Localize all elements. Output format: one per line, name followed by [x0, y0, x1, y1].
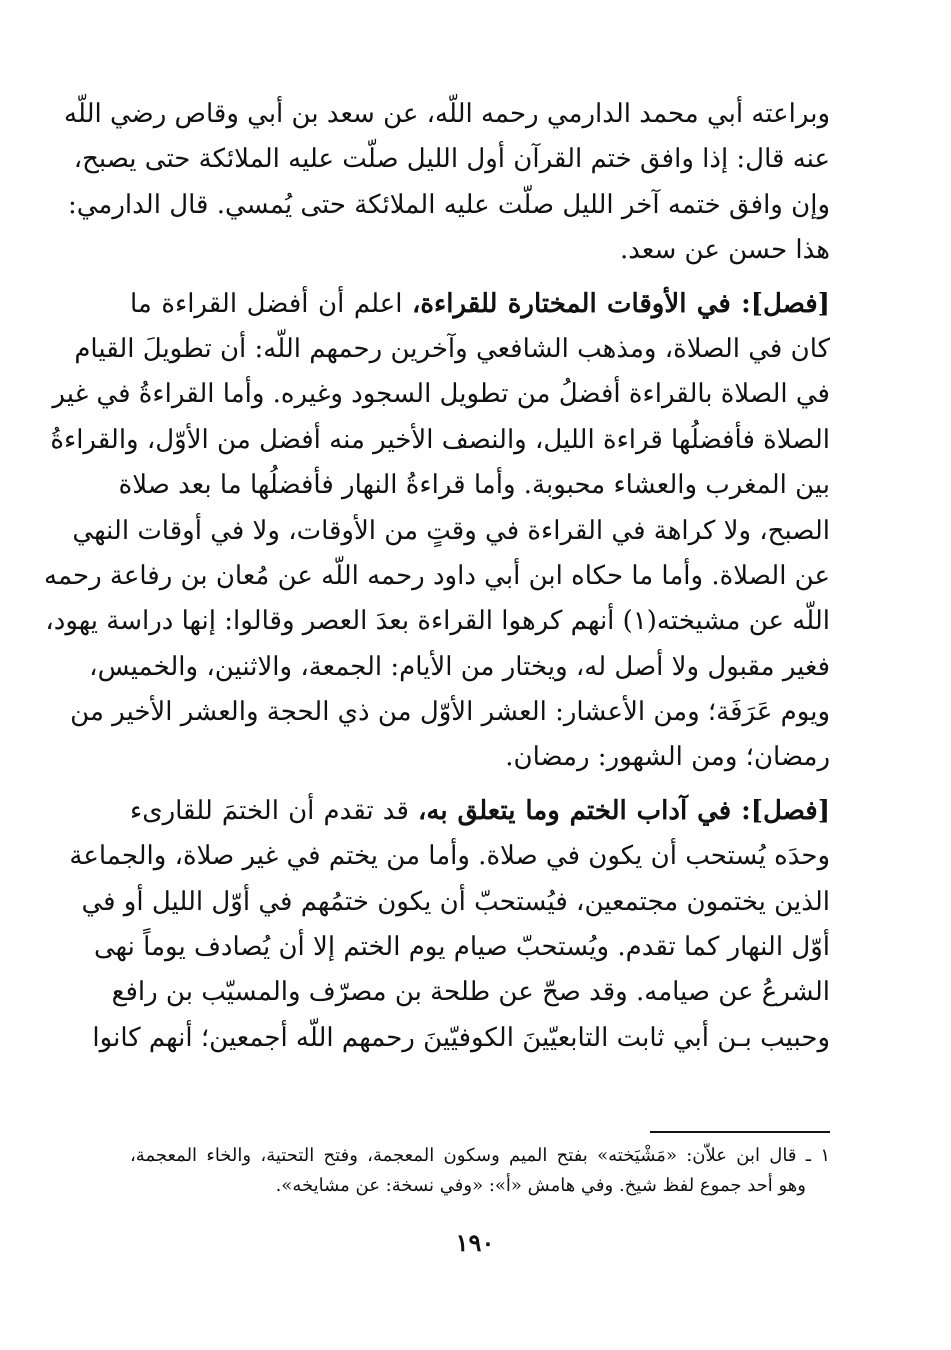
footnote-line: ١ ـ قال ابن علاّن: «مَشْيَخته» بفتح الميم وسكون المعجمة، وفتح التحتية، والخاء المعجمة، [130, 1145, 830, 1166]
text-line: وبراعته أبي محمد الدارمي رحمه اللّه، عن سعد بن أبي وقاص رضي اللّه [64, 99, 830, 129]
text-line-with-heading [130, 282, 830, 327]
section-heading: [فصل]: في الأوقات المختارة للقراءة، [411, 288, 830, 319]
paragraph-gap [130, 274, 830, 282]
text-line: الصلاة فأفضلُها قراءة الليل، والنصف الأخير منه أفضل من الأوّل، والقراءةُ [50, 424, 830, 455]
footnotes [130, 1141, 830, 1201]
paragraph-3 [69, 789, 831, 1061]
text-line: اللّه عن مشيخته(١) أنهم كرهوا القراءة بعدَ العصر وقالوا: إنها دراسة يهود، [45, 606, 830, 637]
section-heading: [فصل]: في آداب الختم وما يتعلق به، [418, 795, 831, 826]
text-line-with-heading [130, 789, 830, 834]
text-line: عن الصلاة. وأما ما حكاه ابن أبي داود رحمه اللّه عن مُعان بن رفاعة رحمه [44, 560, 830, 591]
text-line: الذين يختمون مجتمعين، فيُستحبّ أن يكون ختمُهم في أوّل الليل أو في [81, 886, 830, 917]
text-line: فغير مقبول ولا أصل له، ويختار من الأيام: الجمعة، والاثنين، والخميس، [89, 651, 830, 682]
heading-line-rest: قد تقدم أن الختمَ للقارىء [130, 795, 419, 826]
paragraph-gap [130, 781, 830, 789]
paragraph-1 [64, 92, 830, 274]
text-line: وحبيب بـن أبي ثابت التابعيّينَ الكوفيّينَ رحمهم اللّه أجمعين؛ أنهم كانوا [92, 1022, 830, 1053]
text-line: وحدَه يُستحب أن يكون في صلاة. وأما من يختم في غير صلاة، والجماعة [69, 841, 830, 872]
page-number: ١٩٠ [455, 1228, 495, 1257]
text-line: ويوم عَرَفَة؛ ومن الأعشار: العشر الأوّل من ذي الحجة والعشر الأخير من [70, 697, 830, 728]
text-line: بين المغرب والعشاء محبوبة. وأما قراءةُ النهار فأفضلُها ما بعد صلاة [118, 470, 830, 501]
text-line: الصبح، ولا كراهة في القراءة في وقتٍ من الأوقات، ولا في أوقات النهي [72, 515, 830, 546]
text-line: عنه قال: إذا وافق ختم القرآن أول الليل صلّت عليه الملائكة حتى يصبح، [73, 144, 830, 175]
footnote-line: وهو أحد جموع لفظ شيخ. وفي هامش «أ»: «وفي نسخة: عن مشايخه». [275, 1175, 806, 1196]
text-line: وإن وافق ختمه آخر الليل صلّت عليه الملائكة حتى يُمسي. قال الدارمي: [68, 189, 830, 220]
text-line: في الصلاة بالقراءة أفضلُ من تطويل السجود وغيره. وأما القراءةُ في غير [52, 379, 830, 410]
text-line: الشرعُ عن صيامه. وقد صحّ عن طلحة بن مصرّف والمسيّب بن رافع [111, 977, 830, 1008]
text-line: هذا حسن عن سعد. [620, 235, 830, 266]
heading-line-rest: اعلم أن أفضل القراءة ما [130, 288, 412, 319]
text-line: أوّل النهار كما تقدم. ويُستحبّ صيام يوم الختم إلا أن يُصادف يوماً نهى [94, 932, 830, 963]
footnote-separator [650, 1131, 830, 1133]
text-line: رمضان؛ ومن الشهور: رمضان. [505, 742, 830, 773]
paragraph-2 [44, 282, 830, 781]
text-line: كان في الصلاة، ومذهب الشافعي وآخرين رحمهم اللّه: أن تطويلَ القيام [74, 333, 830, 364]
main-text [44, 92, 831, 1061]
